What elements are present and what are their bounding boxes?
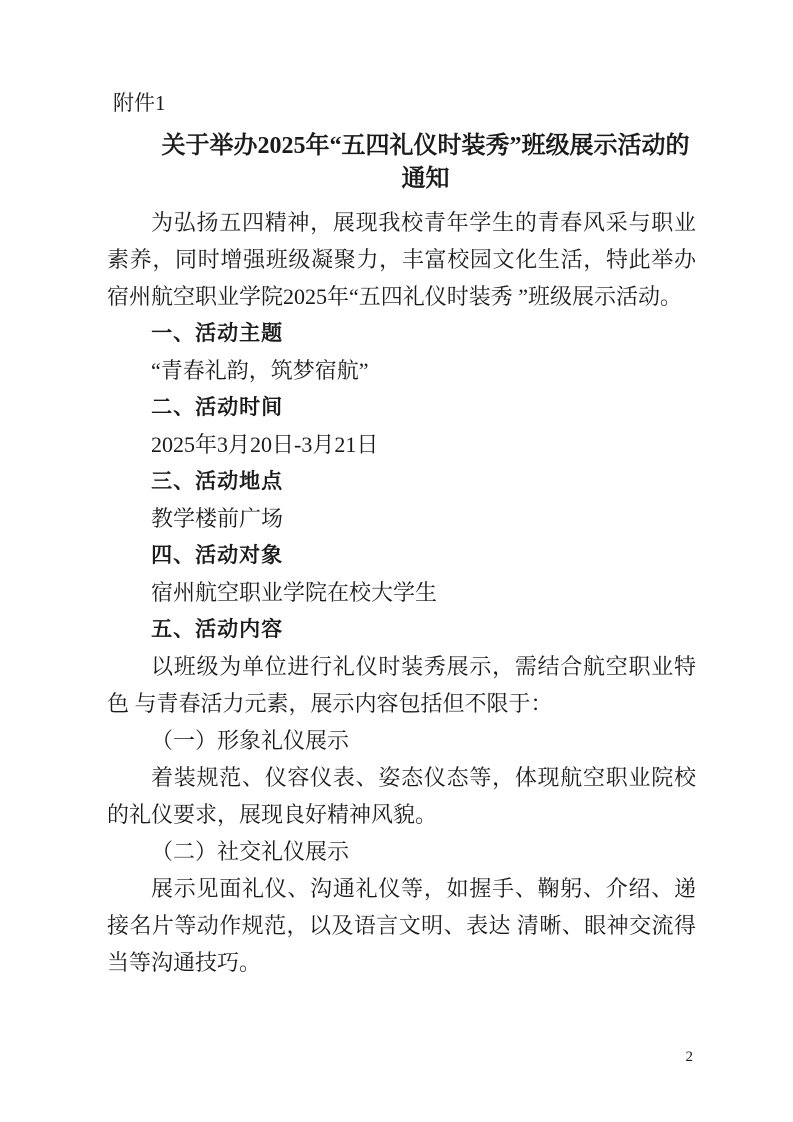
- section-heading-3: 三、活动地点: [151, 470, 284, 493]
- section-body-3: 教学楼前广场: [151, 506, 284, 531]
- subsection-heading-2: （二）社交礼仪展示: [151, 839, 350, 864]
- section-body-1: “青春礼韵，筑梦宿航”: [151, 358, 369, 383]
- subsection-body-2: 展示见面礼仪、沟通礼仪等，如握手、鞠躬、介绍、递接名片等动作规范，以及语言文明、表达 清晰、眼神交流得当等沟通技巧。: [107, 876, 696, 975]
- document-title: [107, 130, 696, 196]
- intro-paragraph: 为弘扬五四精神，展现我校青年学生的青春风采与职业素养，同时增强班级凝聚力，丰富校园文化生活，特此举办宿州航空职业学院2025年“五四礼仪时装秀 ”班级展示活动。: [107, 210, 696, 309]
- section-body-2: 2025年3月20日-3月21日: [151, 432, 379, 457]
- subsection-body-1: 着装规范、仪容仪表、姿态仪态等，体现航空职业院校的礼仪要求，展现良好精神风貌。: [107, 765, 696, 827]
- section-heading-4: 四、活动对象: [151, 544, 284, 567]
- document-title-line-2: 通知: [401, 166, 450, 192]
- document-content: [107, 88, 696, 981]
- section-body-5: 以班级为单位进行礼仪时装秀展示，需结合航空职业特色 与青春活力元素，展示内容包括但不限于：: [107, 654, 696, 716]
- document-title-line-1: 关于举办2025年“五四礼仪时装秀”班级展示活动的: [161, 133, 690, 159]
- attachment-label: 附件1: [113, 91, 166, 115]
- section-heading-2: 二、活动时间: [151, 396, 284, 419]
- section-heading-1: 一、活动主题: [151, 322, 284, 345]
- page-number: 2: [685, 1049, 693, 1065]
- section-body-4: 宿州航空职业学院在校大学生: [151, 580, 438, 605]
- subsection-heading-1: （一）形象礼仪展示: [151, 728, 350, 753]
- section-heading-5: 五、活动内容: [151, 618, 284, 641]
